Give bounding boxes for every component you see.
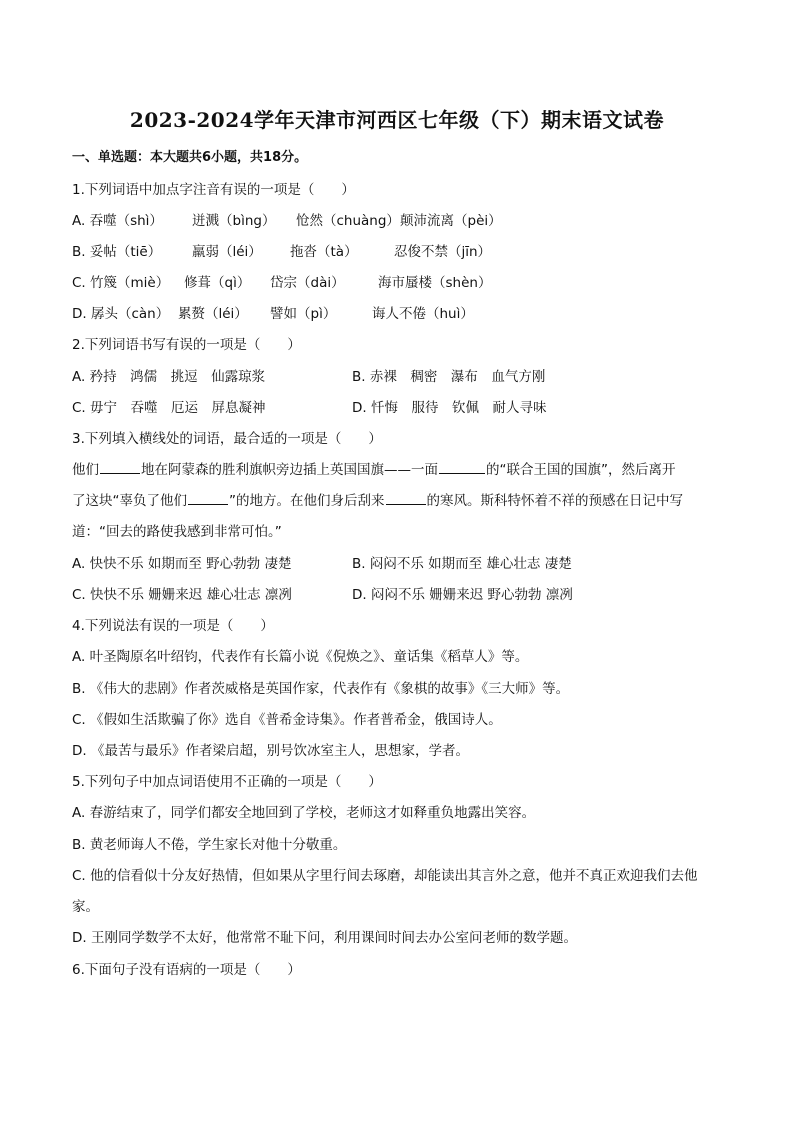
q2-option-d[interactable]: D. 忏悔 服待 钦佩 耐人寻味 bbox=[352, 400, 547, 416]
q1-d-w1: D. 孱头（càn） bbox=[72, 306, 170, 322]
q1-c-w1: C. 竹篾（miè） bbox=[72, 275, 170, 291]
q2-option-c[interactable]: C. 毋宁 吞噬 厄运 屏息凝神 bbox=[72, 400, 266, 416]
q1-a-w3: 怆然（chuàng） bbox=[296, 213, 400, 229]
exam-title: 2023-2024学年天津市河西区七年级（下）期末语文试卷 bbox=[129, 108, 665, 132]
q1-b-w2: 羸弱（léi） bbox=[192, 244, 262, 260]
q1-c-w4: 海市蜃楼（shèn） bbox=[378, 275, 492, 291]
q1-option-a[interactable] bbox=[72, 209, 502, 229]
q1-d-w3: 譬如（pì） bbox=[270, 306, 337, 322]
q1-c-w2: 修葺（qì） bbox=[184, 275, 251, 291]
q1-b-w4: 忍俊不禁（jīn） bbox=[394, 244, 492, 260]
q3-blank-3 bbox=[188, 503, 228, 505]
q2-option-a[interactable]: A. 矜持 鸿儒 挑逗 仙露琼浆 bbox=[72, 369, 266, 385]
q3-p1a: 他们 bbox=[72, 462, 99, 478]
q3-p1b: 地在阿蒙森的胜利旗帜旁边插上英国国旗——一面 bbox=[141, 462, 438, 478]
q1-stem: 1.下列词语中加点字注音有误的一项是（ ） bbox=[72, 182, 355, 198]
q1-c-w3: 岱宗（dài） bbox=[270, 275, 345, 291]
q4-option-c[interactable]: C. 《假如生活欺骗了你》选自《普希金诗集》。作者普希金，俄国诗人。 bbox=[72, 712, 502, 728]
q1-a-w2: 迸溅（bìng） bbox=[192, 213, 276, 229]
q3-p2a: 了这块“辜负了他们 bbox=[72, 493, 187, 509]
q3-option-c[interactable]: C. 快快不乐 姗姗来迟 雄心壮志 凛冽 bbox=[72, 587, 292, 603]
q5-option-c-line-1[interactable]: C. 他的信看似十分友好热情，但如果从字里行间去琢磨，却能读出其言外之意，他并不真正欢迎我们去他 bbox=[72, 868, 698, 884]
q3-option-b[interactable]: B. 闷闷不乐 如期而至 雄心壮志 凄楚 bbox=[352, 556, 572, 572]
q3-option-a[interactable]: A. 快快不乐 如期而至 野心勃勃 凄楚 bbox=[72, 556, 292, 572]
q3-passage-line-1 bbox=[72, 458, 676, 478]
q4-stem: 4.下列说法有误的一项是（ ） bbox=[72, 618, 274, 634]
q3-p1c: 的“联合王国的国旗”，然后离开 bbox=[486, 462, 676, 478]
q3-blank-2 bbox=[439, 472, 485, 474]
q3-p2b: ”的地方。在他们身后刮来 bbox=[229, 493, 385, 509]
q5-option-a[interactable]: A. 春游结束了，同学们都安全地回到了学校，老师这才如释重负地露出笑容。 bbox=[72, 805, 536, 821]
q6-stem: 6.下面句子没有语病的一项是（ ） bbox=[72, 962, 301, 978]
q5-option-d[interactable]: D. 王刚同学数学不太好，他常常不耻下问，利用课间时间去办公室问老师的数学题。 bbox=[72, 930, 577, 946]
q4-option-d[interactable]: D. 《最苦与最乐》作者梁启超，别号饮冰室主人，思想家，学者。 bbox=[72, 743, 469, 759]
q3-passage-line-2 bbox=[72, 489, 683, 509]
q5-option-b[interactable]: B. 黄老师诲人不倦，学生家长对他十分敬重。 bbox=[72, 837, 347, 853]
q1-b-w1: B. 妥帖（tiē） bbox=[72, 244, 162, 260]
q4-option-a[interactable]: A. 叶圣陶原名叶绍钧，代表作有长篇小说《倪焕之》、童话集《稻草人》等。 bbox=[72, 649, 529, 665]
q1-option-c[interactable] bbox=[72, 271, 491, 291]
q3-p2c: 的寒风。斯科特怀着不祥的预感在日记中写 bbox=[426, 493, 683, 509]
q3-blank-1 bbox=[100, 472, 140, 474]
q3-option-d[interactable]: D. 闷闷不乐 姗姗来迟 野心勃勃 凛冽 bbox=[352, 587, 573, 603]
q1-d-w2: 累赘（léi） bbox=[178, 306, 248, 322]
q3-stem: 3.下列填入横线处的词语，最合适的一项是（ ） bbox=[72, 431, 382, 447]
q1-option-b[interactable] bbox=[72, 240, 491, 260]
q1-a-w1: A. 吞噬（shì） bbox=[72, 213, 163, 229]
q2-stem: 2.下列词语书写有误的一项是（ ） bbox=[72, 337, 301, 353]
q2-option-b[interactable]: B. 赤裸 稠密 瀑布 血气方刚 bbox=[352, 369, 546, 385]
q1-d-w4: 诲人不倦（huì） bbox=[372, 306, 474, 322]
q3-passage-line-3: 道：“回去的路使我感到非常可怕。” bbox=[72, 524, 282, 540]
q1-a-w4: 颠沛流离（pèi） bbox=[400, 213, 502, 229]
q3-blank-4 bbox=[386, 503, 426, 505]
q4-option-b[interactable]: B. 《伟大的悲剧》作者茨威格是英国作家，代表作有《象棋的故事》《三大师》等。 bbox=[72, 681, 570, 697]
q5-stem: 5.下列句子中加点词语使用不正确的一项是（ ） bbox=[72, 774, 382, 790]
q1-option-d[interactable] bbox=[72, 302, 474, 322]
section-heading: 一、单选题：本大题共6小题，共18分。 bbox=[72, 150, 308, 165]
q1-b-w3: 拖沓（tà） bbox=[290, 244, 358, 260]
q5-option-c-line-2[interactable]: 家。 bbox=[72, 899, 99, 915]
